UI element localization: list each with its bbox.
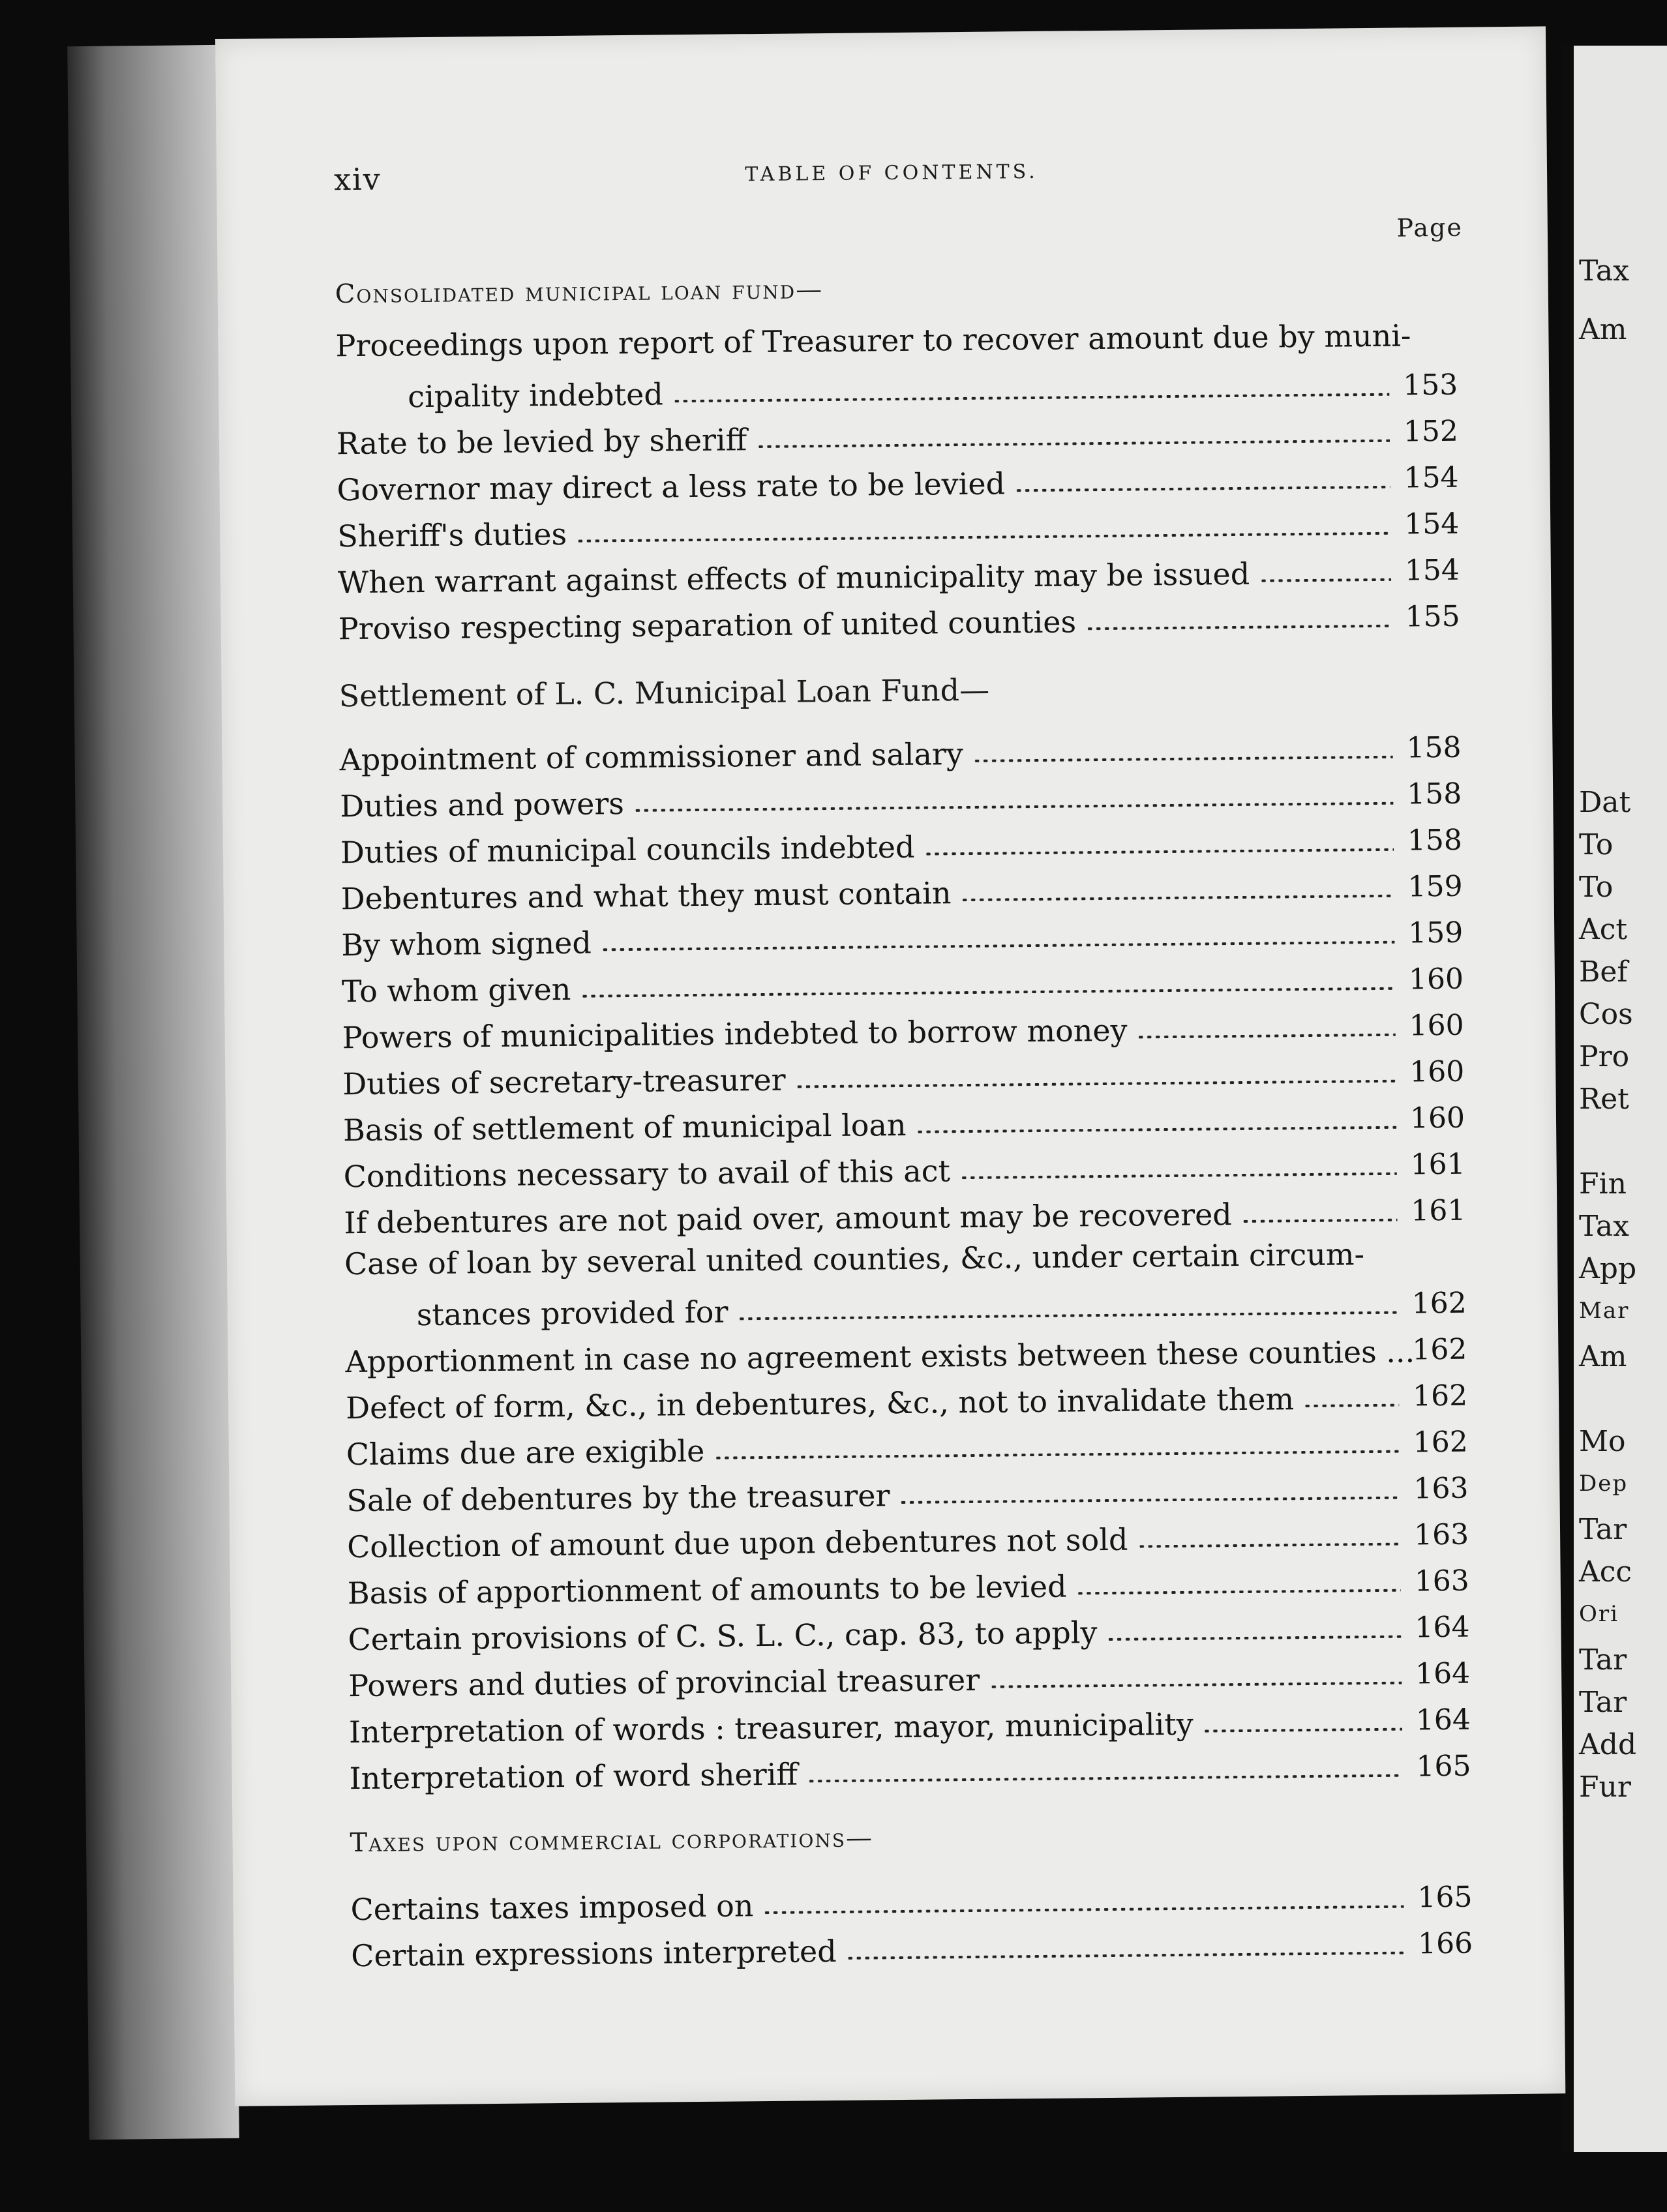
leader-dots bbox=[1137, 1034, 1396, 1039]
toc-entry-title: Basis of apportionment of amounts to be levied bbox=[347, 1568, 1067, 1611]
toc-entry bbox=[345, 1328, 1467, 1380]
toc-page-number: 155 bbox=[1405, 599, 1460, 634]
facing-page bbox=[1562, 46, 1667, 2152]
toc-entry bbox=[346, 1421, 1469, 1472]
toc-entry-title: To whom given bbox=[341, 971, 571, 1009]
toc-entry-title: Duties and powers bbox=[340, 786, 625, 824]
toc-entry-title: Duties of secretary-treasurer bbox=[342, 1062, 786, 1102]
toc-entry-title: Certain expressions interpreted bbox=[350, 1933, 837, 1974]
toc-entry bbox=[340, 773, 1462, 824]
toc-entry-title: Claims due are exigible bbox=[346, 1433, 705, 1472]
folio: xiv bbox=[333, 161, 382, 198]
toc-page-number: 153 bbox=[1402, 368, 1458, 402]
leader-dots bbox=[714, 1450, 1400, 1459]
leader-dots bbox=[972, 756, 1392, 762]
toc-page-number: 164 bbox=[1415, 1610, 1470, 1645]
toc-page-number: 154 bbox=[1404, 553, 1460, 588]
leader-dots bbox=[738, 1311, 1398, 1321]
toc-entry-title: Proviso respecting separation of united counties bbox=[338, 604, 1077, 647]
toc-entry-title: Collection of amount due upon debentures not sold bbox=[346, 1521, 1128, 1565]
toc-page-number: 162 bbox=[1411, 1286, 1467, 1321]
toc-entry bbox=[343, 1097, 1465, 1148]
facing-page-fragment: Dep bbox=[1579, 1471, 1629, 1497]
leader-dots bbox=[1304, 1404, 1400, 1407]
leader-dots bbox=[763, 1906, 1404, 1914]
leader-dots bbox=[633, 802, 1393, 812]
toc-entry-title: Certain provisions of C. S. L. C., cap. 83, to apply bbox=[348, 1615, 1098, 1658]
toc-entry-title: Apportionment in case no agreement exists between these counties ... bbox=[345, 1334, 1415, 1380]
leader-dots bbox=[601, 941, 1394, 951]
toc-entry bbox=[338, 595, 1460, 647]
facing-page-fragment: Cos bbox=[1579, 998, 1633, 1031]
toc-entry bbox=[340, 865, 1463, 917]
toc-entry bbox=[337, 503, 1460, 554]
leader-dots bbox=[846, 1952, 1404, 1960]
facing-page-fragment: Fur bbox=[1579, 1771, 1631, 1804]
toc-entry bbox=[349, 1745, 1471, 1797]
facing-page-fragment: Tax bbox=[1579, 254, 1629, 288]
toc-page-number: 163 bbox=[1413, 1517, 1469, 1552]
leader-dots bbox=[1241, 1219, 1397, 1223]
toc-entry bbox=[347, 1514, 1469, 1565]
leader-dots bbox=[1259, 578, 1391, 582]
leader-dots bbox=[1076, 1589, 1401, 1595]
facing-page-fragment: Fin bbox=[1579, 1167, 1627, 1201]
toc-entry-title: By whom signed bbox=[341, 925, 592, 963]
facing-page-fragment: Ret bbox=[1579, 1083, 1629, 1116]
toc-entry-title: Appointment of commissioner and salary bbox=[339, 736, 964, 778]
toc-page-number: 159 bbox=[1408, 916, 1464, 950]
toc-page-number: 159 bbox=[1407, 869, 1463, 904]
toc-entry bbox=[341, 912, 1464, 963]
toc-entry-title: Defect of form, &c., in debentures, &c., not to invalidate them bbox=[345, 1381, 1295, 1426]
toc-entry bbox=[344, 1282, 1467, 1334]
toc-entry-title: Certains taxes imposed on bbox=[350, 1888, 754, 1928]
toc-entry bbox=[344, 1189, 1466, 1241]
toc-entry-title: When warrant against effects of municipality may be issued bbox=[337, 556, 1250, 601]
toc-page bbox=[215, 26, 1565, 2106]
toc-entry bbox=[351, 1922, 1473, 1974]
toc-page-number: 158 bbox=[1406, 777, 1462, 811]
facing-page-fragment: Pro bbox=[1579, 1040, 1630, 1073]
toc-entry bbox=[349, 1699, 1471, 1750]
leader-dots bbox=[960, 1173, 1397, 1179]
toc-entry-title: Governor may direct a less rate to be levied bbox=[337, 466, 1006, 508]
toc-entry-first-line: Case of loan by several united counties, &c., under certain circum- bbox=[344, 1236, 1365, 1282]
section-heading: Taxes upon commercial corporations— bbox=[350, 1823, 874, 1859]
leader-dots bbox=[989, 1682, 1402, 1688]
toc-page-number: 161 bbox=[1410, 1147, 1465, 1182]
toc-entry bbox=[346, 1467, 1469, 1519]
toc-page-number: 160 bbox=[1409, 1008, 1464, 1043]
leader-dots bbox=[757, 440, 1390, 448]
section-heading: Settlement of L. C. Municipal Loan Fund— bbox=[338, 672, 990, 714]
toc-page-number: 160 bbox=[1409, 1054, 1465, 1089]
leader-dots bbox=[672, 393, 1389, 403]
running-head bbox=[334, 151, 1449, 201]
leader-dots bbox=[1137, 1543, 1400, 1548]
facing-page-fragment: Tar bbox=[1579, 1686, 1627, 1719]
toc-entry-title: Sheriff's duties bbox=[337, 516, 567, 554]
toc-page-number: 154 bbox=[1404, 507, 1460, 541]
toc-page-number: 158 bbox=[1407, 823, 1463, 858]
book-gutter-shadow bbox=[67, 45, 239, 2140]
toc-entry bbox=[342, 958, 1464, 1009]
toc-entry bbox=[337, 410, 1459, 462]
facing-page-fragment: To bbox=[1579, 871, 1614, 904]
facing-page-fragment: Mo bbox=[1579, 1425, 1626, 1458]
facing-page-fragment: Am bbox=[1579, 1340, 1627, 1373]
facing-page-fragment: To bbox=[1579, 828, 1614, 861]
toc-page-number: 160 bbox=[1408, 962, 1464, 996]
toc-entry-title: Interpretation of word sheriff bbox=[349, 1756, 798, 1797]
toc-page-number: 161 bbox=[1411, 1193, 1466, 1228]
toc-entry-title: stances provided for bbox=[416, 1294, 728, 1333]
toc-entry-title: Rate to be levied by sheriff bbox=[336, 422, 747, 462]
toc-entry-title: Sale of debentures by the treasurer bbox=[346, 1478, 890, 1519]
leader-dots bbox=[924, 848, 1394, 856]
leader-dots bbox=[1203, 1728, 1402, 1733]
facing-page-fragment: Mar bbox=[1579, 1298, 1630, 1324]
toc-page-number: 163 bbox=[1414, 1564, 1470, 1598]
toc-page-number: 160 bbox=[1409, 1101, 1465, 1135]
running-title: TABLE OF CONTENTS. bbox=[745, 160, 1038, 187]
leader-dots bbox=[1015, 486, 1390, 492]
facing-page-fragment: Bef bbox=[1579, 955, 1628, 989]
toc-page-number: 165 bbox=[1416, 1749, 1471, 1784]
toc-entry-title: Powers and duties of provincial treasurer bbox=[348, 1662, 980, 1704]
facing-page-fragment: Act bbox=[1579, 913, 1628, 946]
leader-dots bbox=[577, 532, 1391, 543]
toc-page-number: 164 bbox=[1415, 1703, 1471, 1737]
toc-entry bbox=[337, 456, 1459, 508]
toc-page-number: 165 bbox=[1417, 1880, 1473, 1915]
toc-entry bbox=[348, 1560, 1470, 1611]
toc-page-number: 158 bbox=[1406, 730, 1462, 765]
facing-page-fragment: Ori bbox=[1579, 1601, 1619, 1627]
toc-page-number: 162 bbox=[1413, 1425, 1468, 1459]
toc-entry-title: Interpretation of words : treasurer, mayor, municipality bbox=[348, 1706, 1194, 1750]
leader-dots bbox=[961, 895, 1394, 901]
leader-dots bbox=[1086, 625, 1392, 631]
toc-page-number: 166 bbox=[1417, 1926, 1473, 1961]
toc-entry bbox=[343, 1143, 1465, 1195]
toc-entry-title: Duties of municipal councils indebted bbox=[340, 829, 915, 871]
toc-entry-title: If debentures are not paid over, amount may be recovered bbox=[344, 1197, 1232, 1241]
page-column-label: Page bbox=[1396, 213, 1464, 243]
facing-page-fragment: Tax bbox=[1579, 1210, 1629, 1243]
toc-entry bbox=[348, 1652, 1471, 1704]
facing-page-fragment: Am bbox=[1579, 313, 1627, 346]
toc-entry bbox=[336, 364, 1458, 415]
toc-entry bbox=[340, 819, 1463, 871]
toc-page-number: 162 bbox=[1412, 1332, 1467, 1367]
facing-page-fragment: Tar bbox=[1579, 1513, 1627, 1546]
toc-entry-title: Powers of municipalities indebted to borrow money bbox=[342, 1012, 1128, 1056]
toc-entry-title: Conditions necessary to avail of this act bbox=[343, 1153, 951, 1195]
toc-page-number: 152 bbox=[1403, 414, 1459, 449]
leader-dots bbox=[580, 987, 1395, 998]
facing-page-fragment: Acc bbox=[1579, 1555, 1632, 1589]
toc-page-number: 164 bbox=[1415, 1656, 1471, 1691]
toc-entry bbox=[339, 726, 1462, 778]
toc-entry bbox=[338, 549, 1460, 601]
toc-page-number: 154 bbox=[1404, 460, 1459, 495]
facing-page-fragment: Add bbox=[1579, 1728, 1637, 1761]
leader-dots bbox=[899, 1497, 1400, 1504]
leader-dots bbox=[916, 1126, 1396, 1133]
toc-page-number: 163 bbox=[1413, 1471, 1469, 1506]
toc-entry bbox=[346, 1375, 1468, 1426]
leader-dots bbox=[1107, 1636, 1402, 1641]
toc-page-number: 162 bbox=[1412, 1379, 1468, 1413]
toc-entry-title: Basis of settlement of municipal loan bbox=[342, 1107, 907, 1148]
facing-page-fragment: App bbox=[1579, 1252, 1637, 1285]
section-heading: Consolidated municipal loan fund— bbox=[335, 275, 824, 310]
toc-entry bbox=[348, 1606, 1470, 1658]
facing-page-fragment: Tar bbox=[1579, 1643, 1627, 1677]
toc-entry-first-line: Proceedings upon report of Treasurer to recover amount due by muni- bbox=[335, 318, 1411, 364]
facing-page-fragment: Dat bbox=[1579, 786, 1631, 819]
leader-dots bbox=[807, 1774, 1403, 1783]
toc-entry bbox=[342, 1051, 1465, 1102]
leader-dots bbox=[795, 1080, 1396, 1088]
toc-entry-title: Debentures and what they must contain bbox=[340, 875, 952, 917]
toc-entry bbox=[350, 1876, 1473, 1928]
toc-entry bbox=[342, 1004, 1464, 1056]
toc-entry-title: cipality indebted bbox=[408, 376, 664, 415]
